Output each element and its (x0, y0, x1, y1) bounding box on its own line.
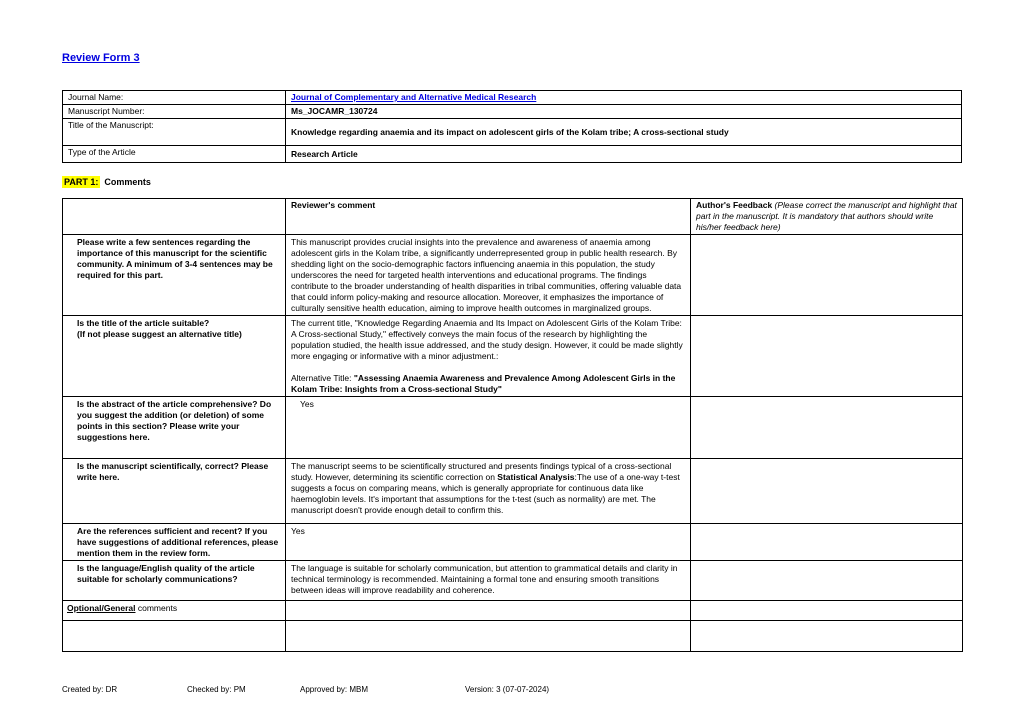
reviewer-comment-cell (286, 316, 691, 397)
table-row-language-quality (63, 561, 963, 601)
authors-feedback-title: Author's Feedback (696, 200, 775, 210)
journal-name-cell (286, 91, 962, 105)
reviewer-comment-cell (286, 601, 691, 621)
reviewer-comment-cell: This manuscript provides crucial insights into the prevalence and awareness of anaemia among adolescent girls in the Kolam tribe, a significantly underrepresented group in public health research. By shedding light on the socio-demographic factors influencing anaemia in this population, the study underscores the need for targeted health interventions and educational programs. The findings contribute to the broader understanding of health disparities in tribal communities, offering valuable data that could inform policy-making and resource allocation. Moreover, it emphasizes the importance of culturally sensitive health education, aiming to improve health outcomes in marginalized groups. (286, 235, 691, 316)
table-row (63, 105, 962, 119)
manuscript-number-value: Ms_JOCAMR_130724 (286, 105, 962, 119)
part1-label: PART 1: (64, 177, 99, 187)
empty-cell (286, 621, 691, 652)
author-feedback-cell (691, 397, 963, 459)
article-type-label: Type of the Article (63, 146, 286, 163)
journal-name-label: Journal Name: (63, 91, 286, 105)
journal-name-link[interactable]: Journal of Complementary and Alternative Medical Research (291, 92, 537, 102)
optional-comments-suffix: comments (135, 603, 178, 613)
reviewer-comment-header: Reviewer's comment (286, 199, 691, 235)
table-row-title-suitability (63, 316, 963, 397)
table-row (63, 119, 962, 146)
author-feedback-cell (691, 316, 963, 397)
footer-approved-by: Approved by: MBM (300, 685, 369, 694)
statistical-analysis-emphasis: Statistical Analysis (497, 472, 575, 482)
question-line: Is the title of the article suitable? (77, 318, 210, 328)
question-cell: Are the references sufficient and recent? If you have suggestions of additional references, please mention them in the review form. (63, 524, 286, 561)
comment-text: :The use of a one-way t-test suggests a focus on comparing means, which is generally appropriate for continuous data like haemoglobin levels. It's important that assumptions for the t-test (such as normality) are met. The manuscript doesn't provide enough detail to confirm this. (291, 472, 680, 515)
manuscript-info-table (62, 90, 962, 163)
question-line: (If not please suggest an alternative title) (77, 329, 242, 339)
question-cell: Please write a few sentences regarding the importance of this manuscript for the scientific community. A minimum of 3-4 sentences may be required for this part. (63, 235, 286, 316)
part1-suffix: Comments (104, 177, 151, 187)
footer-created-by: Created by: DR (62, 685, 118, 694)
table-row (63, 91, 962, 105)
alternative-title-prefix: Alternative Title: (291, 373, 354, 383)
article-type-value: Research Article (286, 146, 962, 163)
paragraph-gap (291, 362, 685, 373)
optional-general-label: Optional/General (67, 603, 136, 613)
table-row-abstract (63, 397, 963, 459)
comment-paragraph: The current title, "Knowledge Regarding Anaemia and Its Impact on Adolescent Girls of the Kolam Tribe: A Cross-sectional Study," effectively conveys the main focus of the research by highlighting the population studied, the health issue addressed, and the study design. However, it could be made slightly more engaging or informative with a minor adjustment.: (291, 318, 683, 361)
form-title: Review Form 3 (62, 52, 140, 64)
author-feedback-cell (691, 459, 963, 524)
table-row-references (63, 524, 963, 561)
manuscript-number-label: Manuscript Number: (63, 105, 286, 119)
footer-checked-by: Checked by: PM (187, 685, 246, 694)
author-feedback-cell (691, 561, 963, 601)
manuscript-title-label: Title of the Manuscript: (63, 119, 286, 146)
table-row (63, 146, 962, 163)
question-cell: Is the manuscript scientifically, correct? Please write here. (63, 459, 286, 524)
authors-feedback-header (691, 199, 963, 235)
question-cell (63, 316, 286, 397)
question-cell: Is the abstract of the article comprehensive? Do you suggest the addition (or deletion) of some points in this section? Please write your suggestions here. (63, 397, 286, 459)
table-row-scientific-correctness (63, 459, 963, 524)
author-feedback-cell (691, 524, 963, 561)
manuscript-title-value: Knowledge regarding anaemia and its impact on adolescent girls of the Kolam tribe; A cross-sectional study (286, 119, 962, 146)
reviewer-comment-cell (286, 459, 691, 524)
table-row-optional-comments (63, 601, 963, 621)
comment-paragraph (291, 373, 685, 395)
reviewer-comment-cell: Yes (286, 524, 691, 561)
part1-heading (62, 177, 151, 187)
reviewer-comment-cell: The language is suitable for scholarly communication, but attention to grammatical details and clarity in technical terminology is recommended. Maintaining a formal tone and ensuring smooth transitions between ideas will improve readability and coherence. (286, 561, 691, 601)
author-feedback-cell (691, 235, 963, 316)
table-row-empty (63, 621, 963, 652)
comments-table (62, 198, 963, 652)
footer-version: Version: 3 (07-07-2024) (465, 685, 550, 694)
empty-cell (691, 621, 963, 652)
table-row-importance (63, 235, 963, 316)
optional-comments-label-cell (63, 601, 286, 621)
authors-feedback-note: (Please correct the manuscript and highlight that part in the manuscript. It is mandatory that authors should write his/her feedback here) (696, 200, 957, 232)
comment-text: The manuscript seems to be scientifically structured and presents findings typical of a cross-sectional study. However, determining its scientific correction on (291, 461, 672, 482)
comments-header-blank-cell (63, 199, 286, 235)
comments-header-row (63, 199, 963, 235)
reviewer-comment-cell: Yes (286, 397, 691, 459)
question-cell: Is the language/English quality of the article suitable for scholarly communications? (63, 561, 286, 601)
empty-cell (63, 621, 286, 652)
author-feedback-cell (691, 601, 963, 621)
alternative-title-text: "Assessing Anaemia Awareness and Prevalence Among Adolescent Girls in the Kolam Tribe: Insights from a Cross-sectional Study" (291, 373, 676, 394)
